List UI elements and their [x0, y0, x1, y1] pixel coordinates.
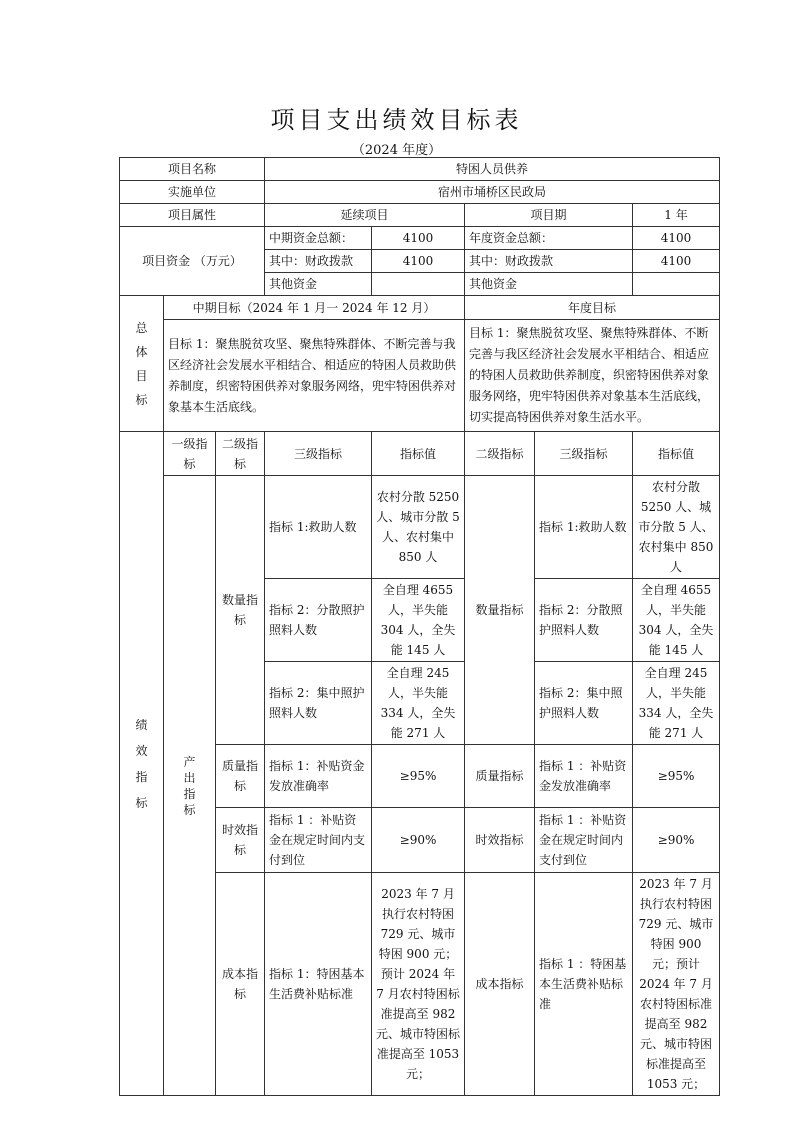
- row-project-unit: [120, 181, 720, 204]
- project-funds-label: 项目资金 （万元）: [120, 227, 265, 296]
- quality-indicator-right: 指标 1 ：补贴资金发放准确率: [535, 745, 633, 808]
- level1-output: 产出指标: [164, 476, 216, 1096]
- row-goals-header: [120, 296, 720, 320]
- quantity-3-value: 全自理 245 人，半失能 334 人，全失能 271 人: [372, 662, 465, 745]
- mid-fiscal-label: 其中：财政拨款: [265, 250, 372, 273]
- project-attr-label: 项目属性: [120, 204, 265, 227]
- timeliness-name-right: 时效指标: [465, 808, 535, 873]
- year-fiscal-label: 其中：财政拨款: [465, 250, 633, 273]
- year-total-label: 年度资金总额：: [465, 227, 633, 250]
- mid-other-value: [372, 273, 465, 296]
- goals-mid-text: 目标 1：聚焦脱贫攻坚、聚焦特殊群体、不断完善与我区经济社会发展水平相结合、相适应的特困人员救助供养制度，织密特困供养对象服务网络，兜牢特困供养对象基本生活底线。: [164, 320, 465, 432]
- cost-name-right: 成本指标: [465, 873, 535, 1096]
- cost-name: 成本指标: [216, 873, 265, 1096]
- project-unit-value: 宿州市埇桥区民政局: [265, 181, 720, 204]
- row-goals-text: [120, 320, 720, 432]
- quantity-1-indicator-right: 指标 1:救助人数: [535, 476, 633, 579]
- timeliness-indicator: 指标 1 ：补贴资金在规定时间内支付到位: [265, 808, 372, 873]
- quantity-3-value-right: 全自理 245 人，半失能 334 人，全失能 271 人: [633, 662, 720, 745]
- cost-value-right: 2023 年 7 月执行农村特困 729 元、城市特困 900 元；预计 2024 年 7 月农村特困标准提高至 982 元、城市特困标准提高至 1053 元；: [633, 873, 720, 1096]
- page-title: 项目支出绩效目标表: [270, 106, 523, 134]
- quantity-name-right: 数量指标: [465, 476, 535, 745]
- mid-other-label: 其他资金: [265, 273, 372, 296]
- quantity-3-indicator-right: 指标 2：集中照护照料人数: [535, 662, 633, 745]
- header-level3: 三级指标: [265, 432, 372, 476]
- header-value-right: 指标值: [633, 432, 720, 476]
- header-level3-right: 三级指标: [535, 432, 633, 476]
- quantity-2-value-right: 全自理 4655 人，半失能 304 人，全失能 145 人: [633, 579, 720, 662]
- mid-fiscal-value: 4100: [372, 250, 465, 273]
- row-funds-total: [120, 227, 720, 250]
- goals-mid-header: 中期目标（2024 年 1 月一 2024 年 12 月）: [164, 296, 465, 320]
- quantity-1-indicator: 指标 1:救助人数: [265, 476, 372, 579]
- project-period-label: 项目期: [465, 204, 633, 227]
- quantity-3-indicator: 指标 2：集中照护照料人数: [265, 662, 372, 745]
- quantity-2-indicator: 指标 2：分散照护照料人数: [265, 579, 372, 662]
- year-fiscal-value: 4100: [633, 250, 720, 273]
- cost-indicator: 指标 1：特困基本生活费补贴标准: [265, 873, 372, 1096]
- year-total-value: 4100: [633, 227, 720, 250]
- project-name-label: 项目名称: [120, 158, 265, 181]
- mid-total-label: 中期资金总额：: [265, 227, 372, 250]
- quantity-2-indicator-right: 指标 2：分散照护照料人数: [535, 579, 633, 662]
- timeliness-name: 时效指标: [216, 808, 265, 873]
- goals-year-header: 年度目标: [465, 296, 720, 320]
- quality-indicator: 指标 1：补贴资金发放准确率: [265, 745, 372, 808]
- quantity-name: 数量指标: [216, 476, 265, 745]
- timeliness-value-right: ≥90%: [633, 808, 720, 873]
- cost-value: 2023 年 7 月执行农村特困 729 元、城市特困 900 元；预计 2024 年 7 月农村特困标准提高至 982 元、城市特困标准提高至 1053 元；: [372, 873, 465, 1096]
- project-attr-value: 延续项目: [265, 204, 465, 227]
- page-year: （2024 年度）: [351, 143, 442, 158]
- project-unit-label: 实施单位: [120, 181, 265, 204]
- cost-indicator-right: 指标 1 ：特困基本生活费补贴标准: [535, 873, 633, 1096]
- header-level2: 二级指标: [216, 432, 265, 476]
- row-quantity-1: [120, 476, 720, 579]
- performance-table: [119, 157, 720, 1096]
- year-other-label: 其他资金: [465, 273, 633, 296]
- quantity-2-value: 全自理 4655 人，半失能 304 人，全失能 145 人: [372, 579, 465, 662]
- row-indicators-header: [120, 432, 720, 476]
- quantity-1-value-right: 农村分散 5250 人、城市分散 5 人、农村集中 850 人: [633, 476, 720, 579]
- quality-name-right: 质量指标: [465, 745, 535, 808]
- row-project-name: [120, 158, 720, 181]
- quality-value: ≥95%: [372, 745, 465, 808]
- project-period-value: 1 年: [633, 204, 720, 227]
- timeliness-value: ≥90%: [372, 808, 465, 873]
- quality-name: 质量指标: [216, 745, 265, 808]
- quality-value-right: ≥95%: [633, 745, 720, 808]
- goals-year-text: 目标 1：聚焦脱贫攻坚、聚焦特殊群体、不断完善与我区经济社会发展水平相结合、相适应的特困人员救助供养制度，织密特困供养对象服务网络，兜牢特困供养对象基本生活底线，切实提高特困供养对象生活水平。: [465, 320, 720, 432]
- year-other-value: [633, 273, 720, 296]
- indicators-section-label: 绩效指标: [120, 432, 164, 1096]
- mid-total-value: 4100: [372, 227, 465, 250]
- goals-section-label: 总体目标: [120, 296, 164, 432]
- row-project-attr: [120, 204, 720, 227]
- quantity-1-value: 农村分散 5250 人、城市分散 5 人、农村集中 850 人: [372, 476, 465, 579]
- header-level1: 一级指标: [164, 432, 216, 476]
- header-level2-right: 二级指标: [465, 432, 535, 476]
- header-value: 指标值: [372, 432, 465, 476]
- timeliness-indicator-right: 指标 1 ：补贴资金在规定时间内支付到位: [535, 808, 633, 873]
- project-name-value: 特困人员供养: [265, 158, 720, 181]
